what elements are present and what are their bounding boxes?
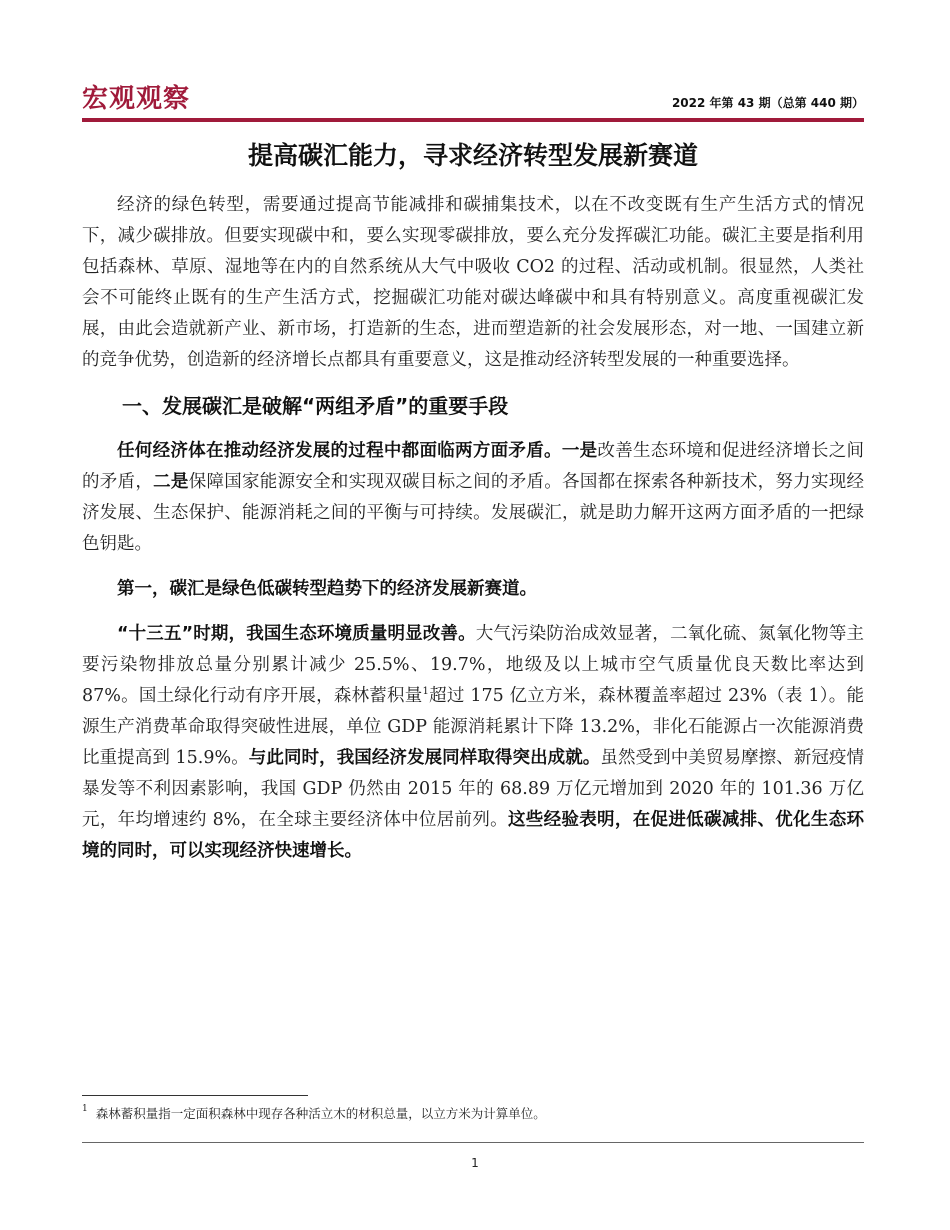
point-one-label: 一是 [561, 441, 598, 461]
paragraph-text: 虽然受到中美贸易摩擦、新冠疫情暴发等不利因素影响，我国 GDP 仍然由 2015 年的 68.89 万亿元增加到 2020 年的 101.36 万亿元，年均增速约 8%，在全球主要经济体中位居前列。 [82, 748, 865, 830]
issue-number: 2022 年第 43 期（总第 440 期） [671, 96, 864, 110]
first-point-paragraph [82, 574, 864, 605]
paragraph-lead: 任何经济体在推动经济发展的过程中都面临两方面矛盾。 [117, 441, 562, 461]
footnote-mark: 1 [82, 1104, 88, 1114]
page-header [82, 82, 864, 122]
paragraph-text: 超过 175 亿立方米，森林覆盖率超过 23%（表 1）。能源生产消费革命取得突破性进展，单位 GDP 能源消耗累计下降 13.2%，非化石能源占一次能源消费比重提高到 15.9%。 [82, 686, 864, 768]
first-point-heading: 第一，碳汇是绿色低碳转型趋势下的经济发展新赛道。 [117, 579, 537, 599]
article-body [82, 190, 864, 867]
paragraph-conclusion: 这些经验表明，在促进低碳减排、优化生态环境的同时，可以实现经济快速增长。 [82, 810, 865, 861]
footnote [82, 1104, 864, 1122]
article-title: 提高碳汇能力，寻求经济转型发展新赛道 [247, 141, 698, 170]
footnote-text: 森林蓄积量指一定面积森林中现存各种活立木的材积总量，以立方米为计算单位。 [95, 1106, 546, 1121]
paragraph-lead: “十三五”时期，我国生态环境质量明显改善。 [117, 624, 476, 644]
footnote-reference[interactable]: 1 [422, 686, 429, 698]
paragraph-text: 大气污染防治成效显著，二氧化硫、氮氧化物等主要污染物排放总量分别累计减少 25.5%、19.7%，地级及以上城市空气质量优良天数比率达到 87%。国土绿化行动有序开展，森林蓄积量 [82, 624, 864, 706]
paragraph-emphasis: 与此同时，我国经济发展同样取得突出成就。 [248, 748, 601, 768]
page-number: 1 [471, 1156, 479, 1170]
footer-divider [82, 1142, 864, 1143]
footnote-divider [82, 1095, 308, 1096]
intro-paragraph: 经济的绿色转型，需要通过提高节能减排和碳捕集技术，以在不改变既有生产生活方式的情况下，减少碳排放。但要实现碳中和，要么实现零碳排放，要么充分发挥碳汇功能。碳汇主要是指利用包括森林、草原、湿地等在内的自然系统从大气中吸收 CO2 的过程、活动或机制。很显然，人类社会不可能终止既有的生产生活方式，挖掘碳汇功能对碳达峰碳中和具有特别意义。高度重视碳汇发展，由此会造就新产业、新市场，打造新的生态，进而塑造新的社会发展形态，对一地、一国建立新的竞争优势，创造新的经济增长点都具有重要意义，这是推动经济转型发展的一种重要选择。 [82, 195, 864, 370]
section-heading: 一、发展碳汇是破解“两组矛盾”的重要手段 [122, 394, 509, 418]
header-divider [82, 118, 864, 122]
point-two-text: 保障国家能源安全和实现双碳目标之间的矛盾。各国都在探索各种新技术，努力实现经济发展、生态保护、能源消耗之间的平衡与可持续。发展碳汇，就是助力解开这两方面矛盾的一把绿色钥匙。 [82, 472, 865, 554]
contradictions-paragraph [82, 436, 864, 560]
publication-brand: 宏观观察 [82, 84, 191, 114]
point-one-text: 改善生态环境和促进经济增长之间的矛盾， [82, 441, 865, 492]
point-two-label: 二是 [153, 472, 189, 492]
thirteenth-five-year-paragraph [82, 619, 864, 867]
